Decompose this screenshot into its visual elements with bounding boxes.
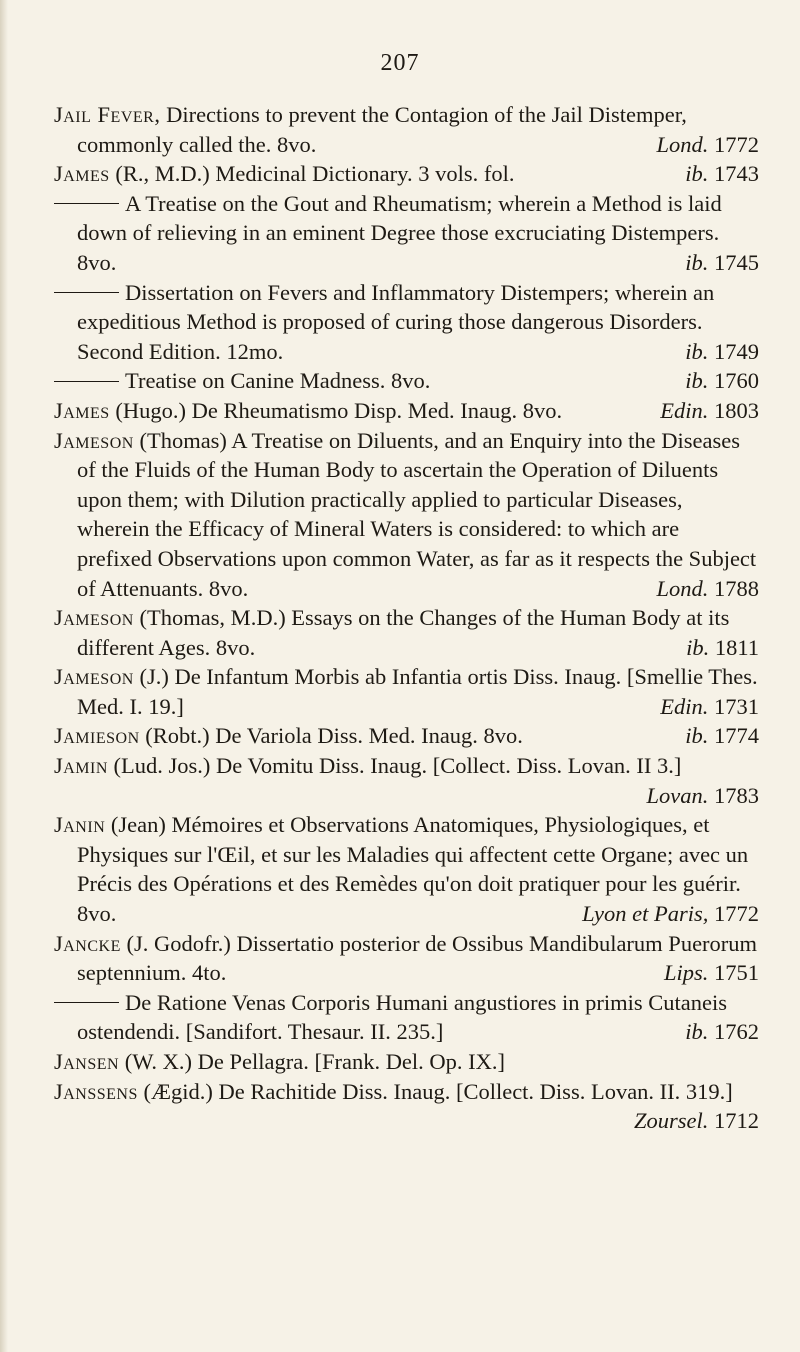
page-spine-shadow xyxy=(0,0,8,1352)
bibliography-entry xyxy=(54,810,759,928)
entry-author: Jameson xyxy=(54,427,134,453)
entry-author: Jamin xyxy=(54,753,108,779)
bibliography-list xyxy=(54,100,759,1136)
bibliography-entry xyxy=(54,1047,759,1077)
bibliography-entry xyxy=(54,278,759,367)
entry-title: (Hugo.) De Rheumatismo Disp. Med. Inaug. 8vo. xyxy=(115,397,563,423)
entry-imprint xyxy=(674,337,759,367)
entry-imprint xyxy=(635,781,759,811)
entry-title: (J. Godofr.) Dissertatio posterior de Ossibus Mandibularum Puerorum septennium. 4to. xyxy=(77,930,758,986)
entry-title: (Thomas, M.D.) Essays on the Changes of the Human Body at its different Ages. 8vo. xyxy=(77,605,730,660)
bibliography-entry xyxy=(54,603,759,662)
bibliography-entry xyxy=(54,366,759,396)
page-number: 207 xyxy=(380,50,420,76)
entry-place: Lovan. xyxy=(646,782,709,808)
entry-place: ib. xyxy=(685,368,709,394)
entry-title: Directions to prevent the Contagion of the Jail Distemper, commonly called the. 8vo. xyxy=(77,102,687,157)
entry-year: 1811 xyxy=(714,634,759,660)
entry-year: 1772 xyxy=(714,901,759,927)
entry-title: (R., M.D.) Medicinal Dictionary. 3 vols. fol. xyxy=(115,161,515,187)
entry-place: ib. xyxy=(685,338,709,364)
entry-place: ib. xyxy=(685,723,709,749)
entry-place: Lond. xyxy=(656,575,709,601)
bibliography-entry xyxy=(54,662,759,721)
entry-year: 1760 xyxy=(714,368,759,394)
bibliography-entry xyxy=(54,1077,759,1136)
bibliography-entry xyxy=(54,751,759,810)
entry-title: (Ægid.) De Rachitide Diss. Inaug. [Collect. Diss. Lovan. II. 319.] xyxy=(143,1078,733,1104)
bibliography-entry xyxy=(54,721,759,751)
entry-title: (Thomas) A Treatise on Diluents, and an Enquiry into the Diseases of the Fluids of the Human Body to ascertain the Operation of Diluents upon them; with Dilution practically applied to particular Diseases, wherein the Efficacy of Mineral Waters is considered: to which are prefixed Observations upon common Water, as far as it respects the Subject of Attenuants. 8vo. xyxy=(77,427,757,601)
entry-title: (J.) De Infantum Morbis ab Infantia ortis Diss. Inaug. [Smellie Thes. Med. I. 19.] xyxy=(77,664,758,719)
entry-place: Edin. xyxy=(660,693,709,719)
entry-author: Jameson xyxy=(54,664,134,690)
entry-year: 1783 xyxy=(714,782,759,808)
entry-place: Zoursel. xyxy=(633,1108,709,1134)
entry-year: 1803 xyxy=(714,397,759,423)
entry-imprint xyxy=(653,958,759,988)
entry-imprint xyxy=(645,130,759,160)
entry-year: 1743 xyxy=(714,161,759,187)
entry-place: Edin. xyxy=(660,397,709,423)
entry-author: James xyxy=(54,161,110,187)
entry-imprint xyxy=(649,396,759,426)
entry-place: ib. xyxy=(685,1019,709,1045)
bibliography-entry xyxy=(54,929,759,988)
entry-place: ib. xyxy=(686,634,710,660)
entry-imprint xyxy=(623,1106,759,1136)
ditto-dash xyxy=(54,1002,119,1003)
entry-year: 1762 xyxy=(714,1019,759,1045)
entry-year: 1749 xyxy=(714,338,759,364)
entry-title: Dissertation on Fevers and Inflammatory Distempers; wherein an expeditious Method is proposed of curing those dangerous Disorders. Second Edition. 12mo. xyxy=(77,279,715,364)
entry-title: (Robt.) De Variola Diss. Med. Inaug. 8vo. xyxy=(145,723,523,749)
entry-imprint xyxy=(674,159,759,189)
entry-title: (Lud. Jos.) De Vomitu Diss. Inaug. [Collect. Diss. Lovan. II 3.] xyxy=(113,753,682,779)
ditto-dash xyxy=(54,381,119,382)
entry-author: James xyxy=(54,397,110,423)
bibliography-entry xyxy=(54,100,759,159)
entry-imprint xyxy=(674,1017,759,1047)
entry-year: 1745 xyxy=(714,249,759,275)
entry-place: Lyon et Paris, xyxy=(582,901,709,927)
entry-imprint xyxy=(571,899,759,929)
entry-title: (Jean) Mémoires et Observations Anatomiques, Physiologiques, et Physiques sur l'Œil, et sur les Maladies qui affectent cette Organe; avec un Précis des Opérations et des Remèdes qu'on doit pratiquer pour les guérir. 8vo. xyxy=(77,812,749,927)
entry-imprint xyxy=(674,721,759,751)
entry-place: ib. xyxy=(685,161,709,187)
entry-place: Lond. xyxy=(656,131,709,157)
bibliography-entry xyxy=(54,159,759,189)
entry-title: De Ratione Venas Corporis Humani angustiores in primis Cutaneis ostendendi. [Sandifort. Thesaur. II. 235.] xyxy=(77,989,728,1045)
entry-title: Treatise on Canine Madness. 8vo. xyxy=(125,368,431,394)
entry-author: Janin xyxy=(54,812,106,838)
entry-imprint xyxy=(645,574,759,604)
bibliography-entry xyxy=(54,426,759,604)
entry-year: 1731 xyxy=(714,693,759,719)
entry-place: ib. xyxy=(685,249,709,275)
entry-place: Lips. xyxy=(663,960,709,986)
entry-year: 1712 xyxy=(714,1108,759,1134)
bibliography-entry xyxy=(54,396,759,426)
entry-year: 1772 xyxy=(714,131,759,157)
entry-title: (W. X.) De Pellagra. [Frank. Del. Op. IX.] xyxy=(124,1049,506,1074)
entry-imprint xyxy=(674,366,759,396)
entry-year: 1774 xyxy=(714,723,759,749)
entry-author: Jail Fever, xyxy=(54,102,161,127)
ditto-dash xyxy=(54,203,119,204)
entry-author: Jancke xyxy=(54,930,121,956)
ditto-dash xyxy=(54,292,119,293)
entry-author: Jansen xyxy=(54,1049,120,1074)
entry-year: 1788 xyxy=(714,575,759,601)
bibliography-entry xyxy=(54,189,759,278)
entry-author: Jamieson xyxy=(54,723,140,749)
bibliography-entry xyxy=(54,988,759,1047)
entry-imprint xyxy=(649,692,759,722)
entry-imprint xyxy=(674,248,759,278)
entry-author: Jameson xyxy=(54,605,134,631)
entry-title: A Treatise on the Gout and Rheumatism; wherein a Method is laid down of relieving in an eminent Degree those excruciating Distempers. 8vo. xyxy=(77,190,722,275)
entry-imprint xyxy=(675,633,759,663)
entry-author: Janssens xyxy=(54,1078,138,1104)
entry-year: 1751 xyxy=(714,960,759,986)
